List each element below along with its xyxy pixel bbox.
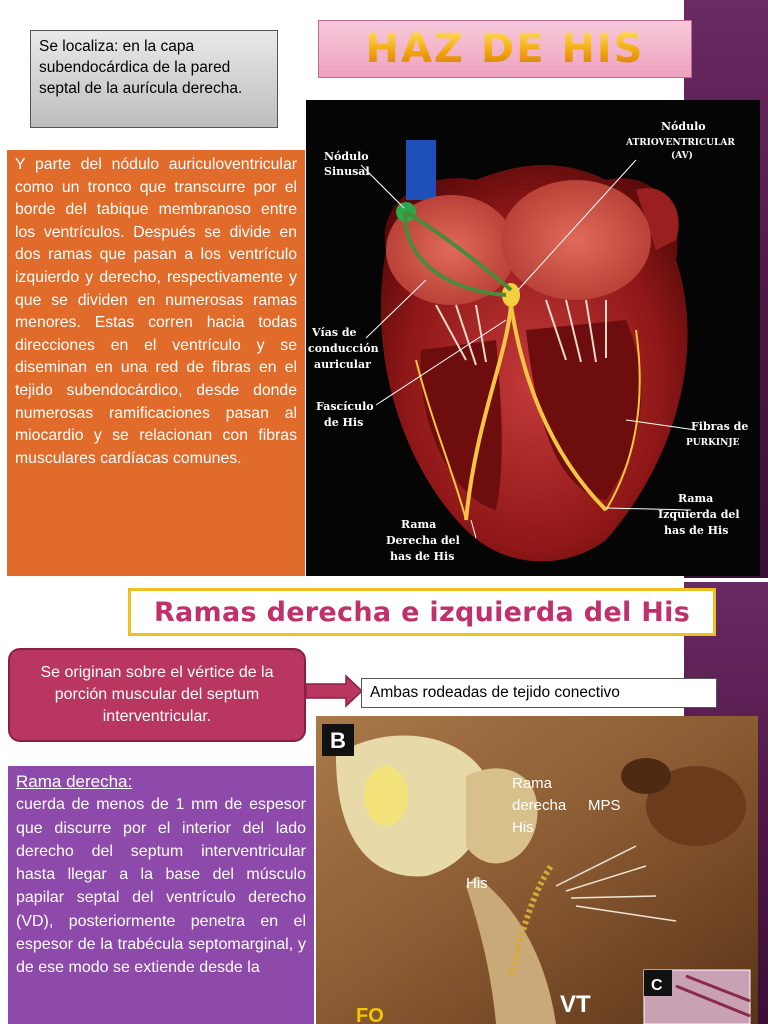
label-fibras: Fibras de <box>691 420 749 433</box>
label-his: His <box>466 875 488 892</box>
location-note: Se localiza: en la capa subendocárdica de la pared septal de la aurícula derecha. <box>30 30 278 128</box>
panel-b-label: B <box>330 728 346 753</box>
label-vias-3: auricular <box>314 358 371 371</box>
origin-text: Se originan sobre el vértice de la porción muscular del septum interventricular. <box>40 664 274 725</box>
arrow-right-icon <box>306 674 364 708</box>
label-mps: MPS <box>588 797 621 814</box>
slide-title-box <box>318 20 692 78</box>
origin-box <box>8 648 306 742</box>
label-vt: VT <box>560 991 591 1018</box>
label-rama-2: derecha <box>512 797 567 814</box>
label-fo: FO <box>356 1005 384 1024</box>
label-nodulo-av: Nódulo <box>661 120 706 133</box>
label-nodulo-av-3: (AV) <box>671 151 693 161</box>
label-fasciculo-2: de His <box>324 416 364 429</box>
label-fasciculo: Fascículo <box>316 400 374 413</box>
slide-title: HAZ DE HIS <box>365 26 645 72</box>
slide-ramas-his <box>0 582 768 1024</box>
rama-derecha-heading: Rama derecha: <box>16 772 133 791</box>
label-rama-3: His <box>512 819 534 836</box>
connective-note: Ambas rodeadas de tejido conectivo <box>361 678 717 708</box>
label-rama-der: Rama <box>401 518 437 531</box>
label-vias-2: conducción <box>308 342 379 355</box>
anatomical-photo <box>316 716 758 1024</box>
label-rama-der-2: Derecha del <box>386 534 460 547</box>
label-rama-izq-3: has de His <box>664 524 729 537</box>
label-vias: Vías de <box>312 326 357 339</box>
rama-derecha-text: cuerda de menos de 1 mm de espesor que discurre por el interior del lado derecho del septum interventricular hasta llegar a la base del músculo papilar septal del ventrículo derecho (VD), posteriormente penetra en el espesor de la trabécula septomarginal, y de ese modo se extiende desde la <box>16 796 306 977</box>
rama-derecha-box <box>8 766 314 1024</box>
slide2-title: Ramas derecha e izquierda del His <box>153 596 691 628</box>
label-rama-izq: Rama <box>678 492 714 505</box>
heart-conduction-diagram <box>306 100 760 576</box>
label-rama-der-3: has de His <box>390 550 455 563</box>
label-nodulo-sinusal: Nódulo <box>324 150 369 163</box>
label-rama: Rama <box>512 775 553 792</box>
slide2-title-box <box>128 588 716 636</box>
label-rama-izq-2: Izquierda del <box>658 508 740 521</box>
description-text: Y parte del nódulo auriculoventricular como un tronco que transcurre por el borde del tabique membranoso entre los ventrículos. Después se divide en dos ramas que pasan a los ventrículo izquierdo y derecho, respectivamente y que se dividen en numerosas ramas menores. Estas corren hacia todas direcciones en el ventrículo y se diseminan en una red de fibras en el tejido subendocárdico, desde donde numerosas ramificaciones pasan al miocardio y se relacionan con fibras musculares cardíacas comunes. <box>7 150 305 576</box>
label-fibras-2: PURKINJE <box>686 438 740 448</box>
label-nodulo-sinusal-2: Sinusal <box>324 165 370 178</box>
label-nodulo-av-2: ATRIOVENTRICULAR <box>626 138 735 148</box>
panel-c-label: C <box>651 977 663 994</box>
